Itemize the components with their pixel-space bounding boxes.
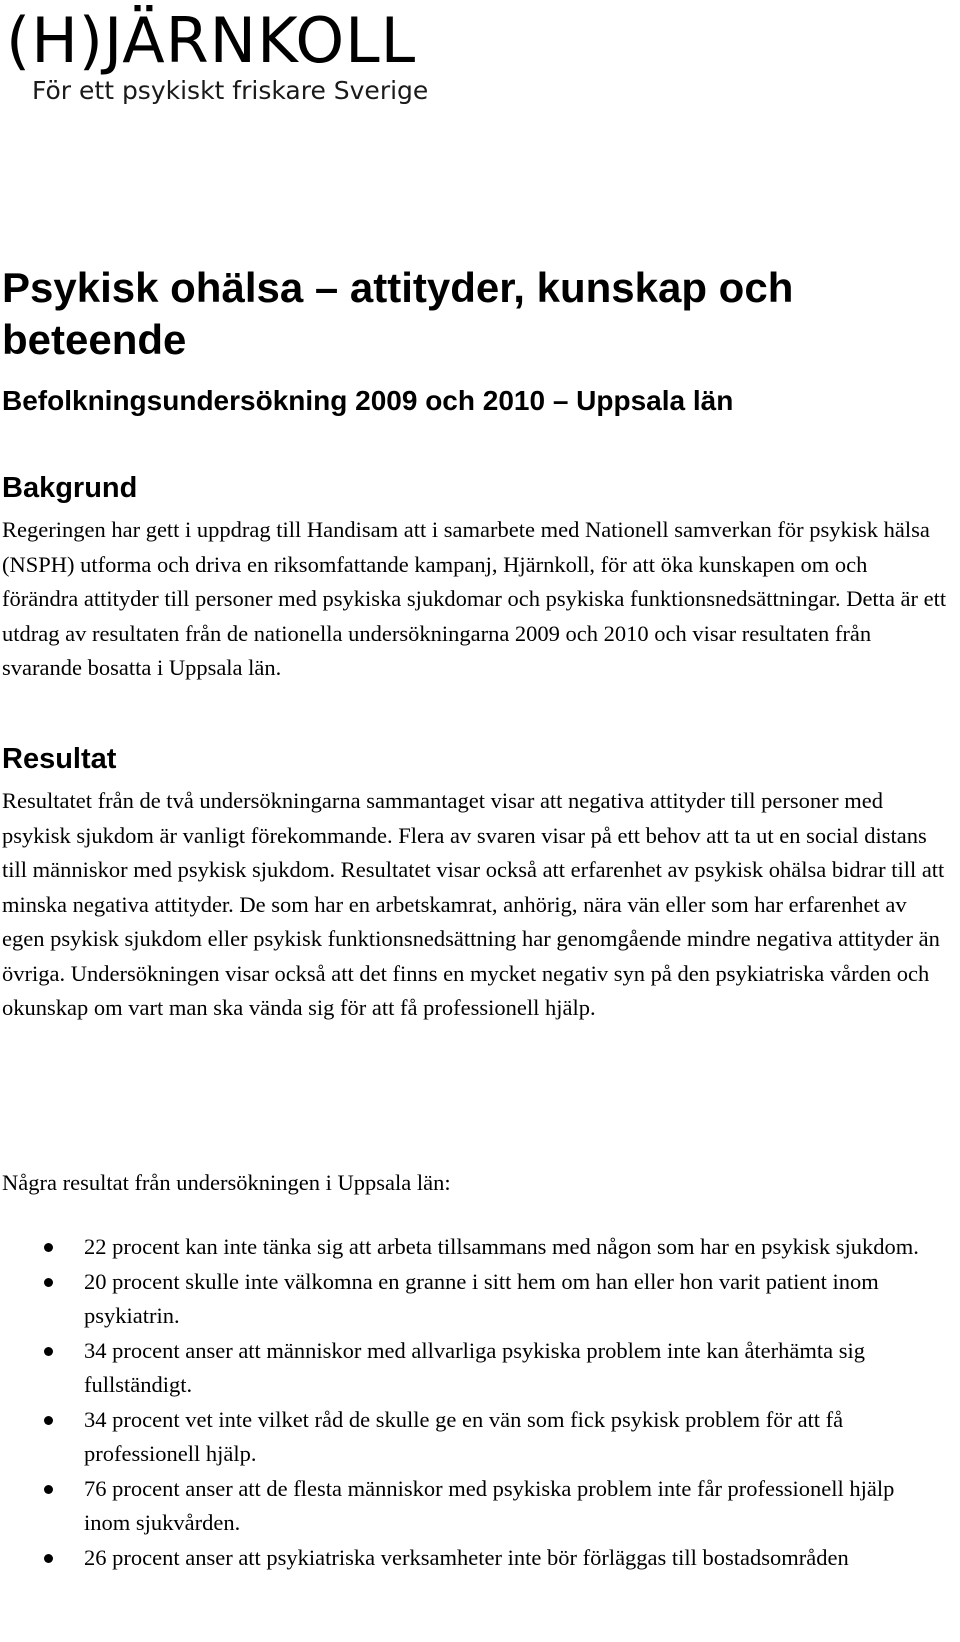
background-heading: Bakgrund [2, 472, 138, 504]
bullet-icon [44, 1554, 53, 1563]
list-item-text: 76 procent anser att de flesta människor med psykiska problem inte får professionell hjälp inom sjukvården. [84, 1476, 895, 1535]
bullet-icon [44, 1485, 53, 1494]
logo-tagline: För ett psykiskt friskare Sverige [32, 76, 429, 105]
bullet-icon [44, 1347, 53, 1356]
list-item [0, 1472, 945, 1540]
document-subtitle: Befolkningsundersökning 2009 och 2010 – Uppsala län [2, 385, 734, 416]
list-item [0, 1230, 945, 1264]
hjarnkoll-logo [6, 4, 526, 106]
document-title: Psykisk ohälsa – attityder, kunskap och beteende [2, 264, 794, 363]
bullet-icon [44, 1243, 53, 1252]
list-item-text: 22 procent kan inte tänka sig att arbeta tillsammans med någon som har en psykisk sjukdom. [84, 1234, 919, 1259]
bullet-icon [44, 1416, 53, 1425]
list-item-text: 26 procent anser att psykiatriska verksamheter inte bör förläggas till bostadsområden [84, 1545, 849, 1570]
bullet-icon [44, 1278, 53, 1287]
results-paragraph: Resultatet från de två undersökningarna sammantaget visar att negativa attityder till personer med psykisk sjukdom är vanligt förekommande. Flera av svaren visar på ett behov att ta ut en social distans till människor med psykisk sjukdom. Resultatet visar också att erfarenhet av psykisk ohälsa bidrar till att minska negativa attityder. De som har en arbetskamrat, anhörig, nära vän eller som har erfarenhet av egen psykisk sjukdom eller psykisk funktionsnedsättning har genomgående mindre negativa attityder än övriga. Undersökningen visar också att det finns en mycket negativ syn på den psykiatriska vården och okunskap om vart man ska vända sig för att få professionell hjälp. [2, 788, 945, 1020]
list-item [0, 1403, 945, 1471]
results-intro: Några resultat från undersökningen i Uppsala län: [2, 1170, 451, 1195]
results-list [0, 1230, 945, 1576]
logo-wordmark: (H)JÄRNKOLL [6, 4, 417, 77]
list-item [0, 1265, 945, 1333]
list-item [0, 1334, 945, 1402]
list-item-text: 34 procent anser att människor med allvarliga psykiska problem inte kan återhämta sig fullständigt. [84, 1338, 866, 1397]
list-item-text: 34 procent vet inte vilket råd de skulle ge en vän som fick psykisk problem för att få professionell hjälp. [84, 1407, 844, 1466]
results-heading: Resultat [2, 743, 117, 775]
list-item [0, 1541, 945, 1575]
background-paragraph: Regeringen har gett i uppdrag till Handisam att i samarbete med Nationell samverkan för psykisk hälsa (NSPH) utforma och driva en riksomfattande kampanj, Hjärnkoll, för att öka kunskapen om och förändra attityder till personer med psykiska sjukdomar och psykiska funktionsnedsättningar. Detta är ett utdrag av resultaten från de nationella undersökningarna 2009 och 2010 och visar resultaten från svarande bosatta i Uppsala län. [2, 517, 947, 680]
list-item-text: 20 procent skulle inte välkomna en granne i sitt hem om han eller hon varit patient inom psykiatrin. [84, 1269, 879, 1328]
